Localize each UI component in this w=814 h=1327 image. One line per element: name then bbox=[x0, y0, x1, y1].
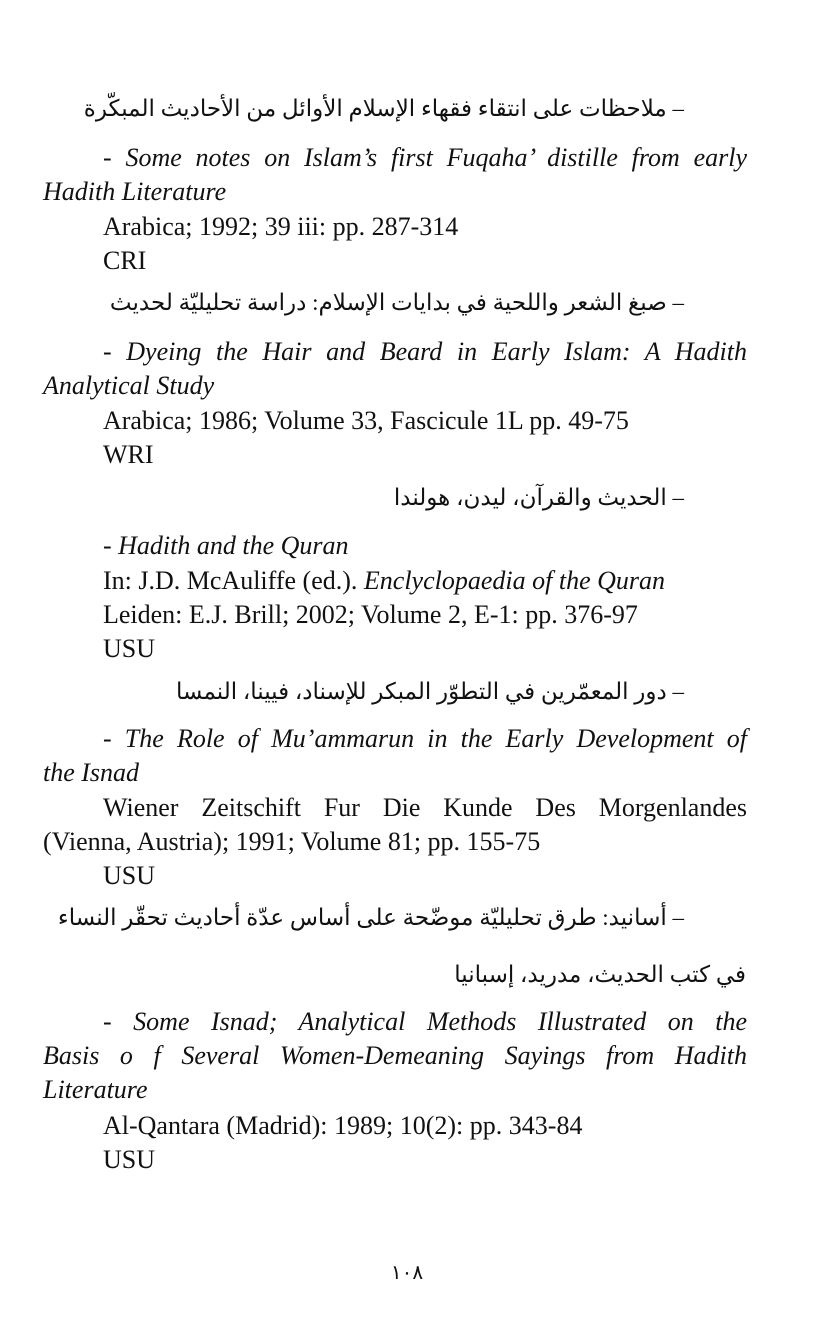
entry-1-title-line-1 bbox=[103, 141, 747, 175]
entry-2-title-line-1 bbox=[103, 335, 747, 369]
entry-2-publication: Arabica; 1986; Volume 33, Fascicule 1L pp. 49-75 bbox=[103, 406, 629, 435]
entry-4-publication bbox=[103, 791, 747, 825]
entry-3-pub-prefix: In: J.D. McAuliffe (ed.). bbox=[103, 566, 364, 595]
entry-5-arabic-title-2: في كتب الحديث، مدريد، إسبانيا bbox=[454, 962, 746, 987]
entry-4-title-line-2: the Isnad bbox=[43, 758, 140, 787]
entry-1-title-line-2: Hadith Literature bbox=[43, 177, 227, 206]
page-number: ١٠٨ bbox=[390, 1262, 424, 1284]
entry-1-publication: Arabica; 1992; 39 iii: pp. 287-314 bbox=[103, 212, 459, 241]
entry-5-title-line-3: Literature bbox=[43, 1075, 148, 1104]
entry-4-code: USU bbox=[103, 861, 156, 890]
entry-3-arabic-title: – الحديث والقرآن، ليدن، هولندا bbox=[393, 485, 684, 510]
entry-1-arabic-title: – ملاحظات على انتقاء فقهاء الإسلام الأوائل من الأحاديث المبكّرة bbox=[83, 96, 684, 121]
entry-5-title-line-2 bbox=[43, 1039, 747, 1073]
entry-3-publication bbox=[103, 564, 665, 598]
entry-2-arabic-title: – صبغ الشعر واللحية في بدايات الإسلام: دراسة تحليليّة لحديث bbox=[109, 290, 684, 315]
entry-4-publication-2: (Vienna, Austria); 1991; Volume 81; pp. 155-75 bbox=[43, 827, 541, 856]
entry-4-arabic-title: – دور المعمّرين في التطوّر المبكر للإسناد، فيينا، النمسا bbox=[175, 679, 684, 704]
entry-3-publication-2: Leiden: E.J. Brill; 2002; Volume 2, E-1: pp. 376-97 bbox=[103, 600, 638, 629]
entry-4-title-text: - The Role of Mu’ammarun in the Early Development of bbox=[103, 724, 747, 753]
entry-1-code: CRI bbox=[103, 246, 147, 275]
entry-2-title-line-2: Analytical Study bbox=[43, 371, 215, 400]
entry-3-pub-italic: Enclyclopaedia of the Quran bbox=[363, 566, 666, 595]
entry-4-title-line-1 bbox=[103, 722, 747, 756]
entry-3-title-line-1: - Hadith and the Quran bbox=[103, 531, 349, 560]
entry-5-title-text: - Some Isnad; Analytical Methods Illustrated on the bbox=[103, 1007, 747, 1036]
entry-5-code: USU bbox=[103, 1145, 156, 1174]
entry-5-arabic-title: – أسانيد: طرق تحليليّة موضّحة على أساس عدّة أحاديث تحقّر النساء bbox=[57, 905, 684, 930]
entry-2-code: WRI bbox=[103, 440, 154, 469]
entry-1-title-text: - Some notes on Islam’s first Fuqaha’ distille from early bbox=[103, 143, 747, 172]
entry-4-pub-text: Wiener Zeitschift Fur Die Kunde Des Morgenlandes bbox=[103, 793, 747, 822]
entry-3-code: USU bbox=[103, 634, 156, 663]
entry-2-title-text: - Dyeing the Hair and Beard in Early Islam: A Hadith bbox=[103, 337, 747, 366]
entry-5-publication: Al-Qantara (Madrid): 1989; 10(2): pp. 343-84 bbox=[103, 1111, 583, 1140]
entry-5-title-line-1 bbox=[103, 1005, 747, 1039]
entry-5-title-text-2: Basis o f Several Women-Demeaning Sayings from Hadith bbox=[43, 1041, 747, 1070]
